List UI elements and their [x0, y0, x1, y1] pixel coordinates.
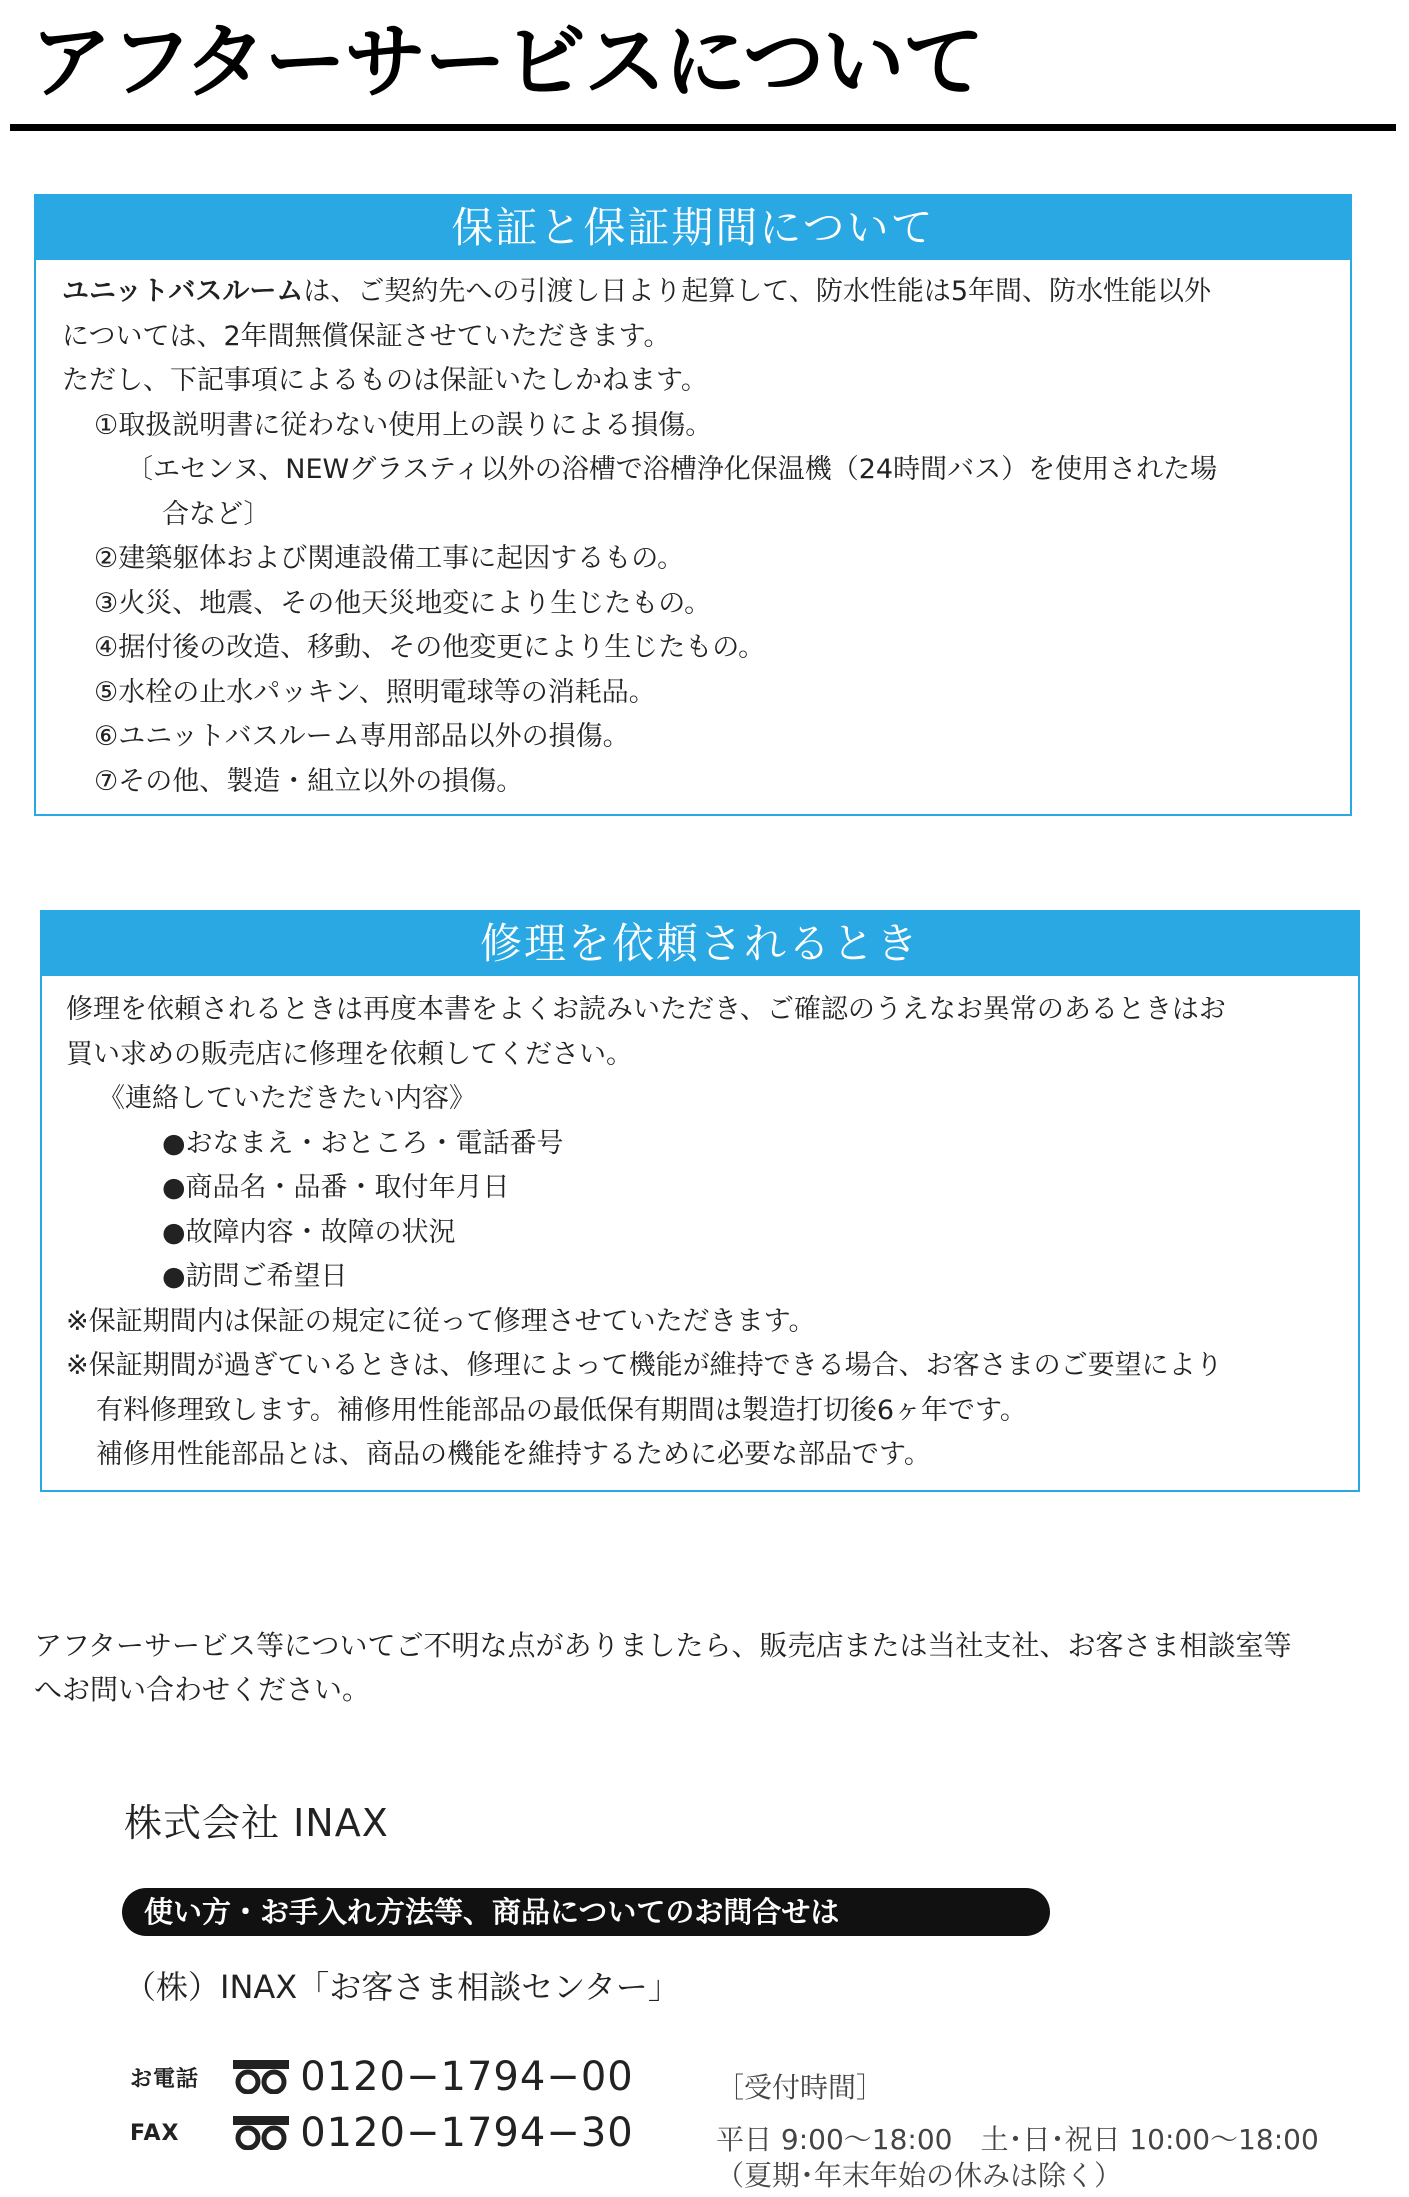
- inquiry-note: [34, 1624, 1292, 1712]
- company-name: 株式会社 INAX: [124, 1801, 389, 1845]
- repair-contact-item: ●商品名・品番・取付年月日: [162, 1172, 510, 1203]
- repair-intro-line1: 修理を依頼されるときは再度本書をよくお読みいただき、ご確認のうえなお異常のあるときはお: [66, 994, 1226, 1025]
- freedial-icon: [233, 2116, 289, 2150]
- fax-number[interactable]: 0120−1794−30: [300, 2110, 634, 2156]
- warranty-body: [36, 260, 1350, 804]
- hours-line: 平日 9:00〜18:00 土･日･祝日 10:00〜18:00: [716, 2123, 1319, 2156]
- warranty-item-5: ⑤水栓の止水パッキン、照明電球等の消耗品。: [94, 676, 656, 708]
- repair-section: [40, 910, 1360, 1492]
- phone-label: お電話: [130, 2066, 200, 2092]
- warranty-intro-product: ユニットバスルーム: [62, 276, 304, 307]
- inquiry-note-line2: へお問い合わせください。: [34, 1673, 371, 1706]
- warranty-intro-text: は、ご契約先への引渡し日より起算して、防水性能は5年間、防水性能以外: [303, 276, 1212, 307]
- warranty-item-1: ①取扱説明書に従わない使用上の誤りによる損傷。: [94, 409, 713, 441]
- hours-heading: ［受付時間］: [716, 2071, 885, 2104]
- warranty-heading: 保証と保証期間について: [36, 196, 1350, 260]
- warranty-item-3: ③火災、地震、その他天災地変により生じたもの。: [94, 587, 712, 619]
- warranty-item-2: ②建築躯体および関連設備工事に起因するもの。: [94, 543, 685, 574]
- repair-note-2: ※保証期間が過ぎているときは、修理によって機能が維持できる場合、お客さまのご要望により: [66, 1350, 1223, 1381]
- warranty-item-1-note-cont: 合など〕: [162, 498, 271, 530]
- warranty-section: [34, 194, 1352, 816]
- repair-body: [42, 976, 1358, 1478]
- hours-note: （夏期･年末年始の休みは除く）: [716, 2159, 1123, 2192]
- warranty-item-1-note: 〔エセンヌ、NEWグラスティ以外の浴槽で浴槽浄化保温機（24時間バス）を使用された場: [126, 454, 1218, 485]
- warranty-intro-line2: については、2年間無償保証させていただきます。: [62, 320, 671, 352]
- repair-intro-line2: 買い求めの販売店に修理を依頼してください。: [66, 1038, 633, 1070]
- fax-label: FAX: [130, 2120, 180, 2146]
- repair-heading: 修理を依頼されるとき: [42, 912, 1358, 976]
- repair-contact-item: ●おなまえ・おところ・電話番号: [162, 1127, 564, 1159]
- repair-contact-heading: 《連絡していただきたい内容》: [98, 1083, 476, 1114]
- title-rule: [10, 124, 1396, 131]
- warranty-intro: [62, 270, 1350, 315]
- repair-note-1: ※保証期間内は保証の規定に従って修理させていただきます。: [66, 1305, 816, 1337]
- inquiry-note-line1: アフターサービス等についてご不明な点がありましたら、販売店または当社支社、お客さま相談室等: [34, 1629, 1292, 1662]
- warranty-item-6: ⑥ユニットバスルーム専用部品以外の損傷。: [94, 721, 630, 752]
- inquiry-banner: 使い方・お手入れ方法等、商品についてのお問合せは: [122, 1888, 1050, 1936]
- repair-note-2-cont: 有料修理致します。補修用性能部品の最低保有期間は製造打切後6ヶ年です。: [96, 1394, 1027, 1426]
- freedial-icon: [233, 2060, 289, 2094]
- repair-contact-item: ●故障内容・故障の状況: [162, 1216, 456, 1248]
- warranty-item-4: ④据付後の改造、移動、その他変更により生じたもの。: [94, 632, 766, 663]
- fax-row: [130, 2110, 634, 2166]
- customer-center-name: （株）INAX「お客さま相談センター」: [124, 1968, 680, 2006]
- warranty-intro-line3: ただし、下記事項によるものは保証いたしかねます。: [62, 365, 708, 396]
- repair-contact-item: ●訪問ご希望日: [162, 1261, 348, 1292]
- repair-note-2-cont2: 補修用性能部品とは、商品の機能を維持するために必要な部品です。: [96, 1439, 931, 1470]
- phone-number[interactable]: 0120−1794−00: [300, 2054, 634, 2100]
- phone-row: [130, 2054, 634, 2110]
- page-title: アフターサービスについて: [30, 15, 983, 110]
- warranty-item-7: ⑦その他、製造・組立以外の損傷。: [94, 765, 524, 797]
